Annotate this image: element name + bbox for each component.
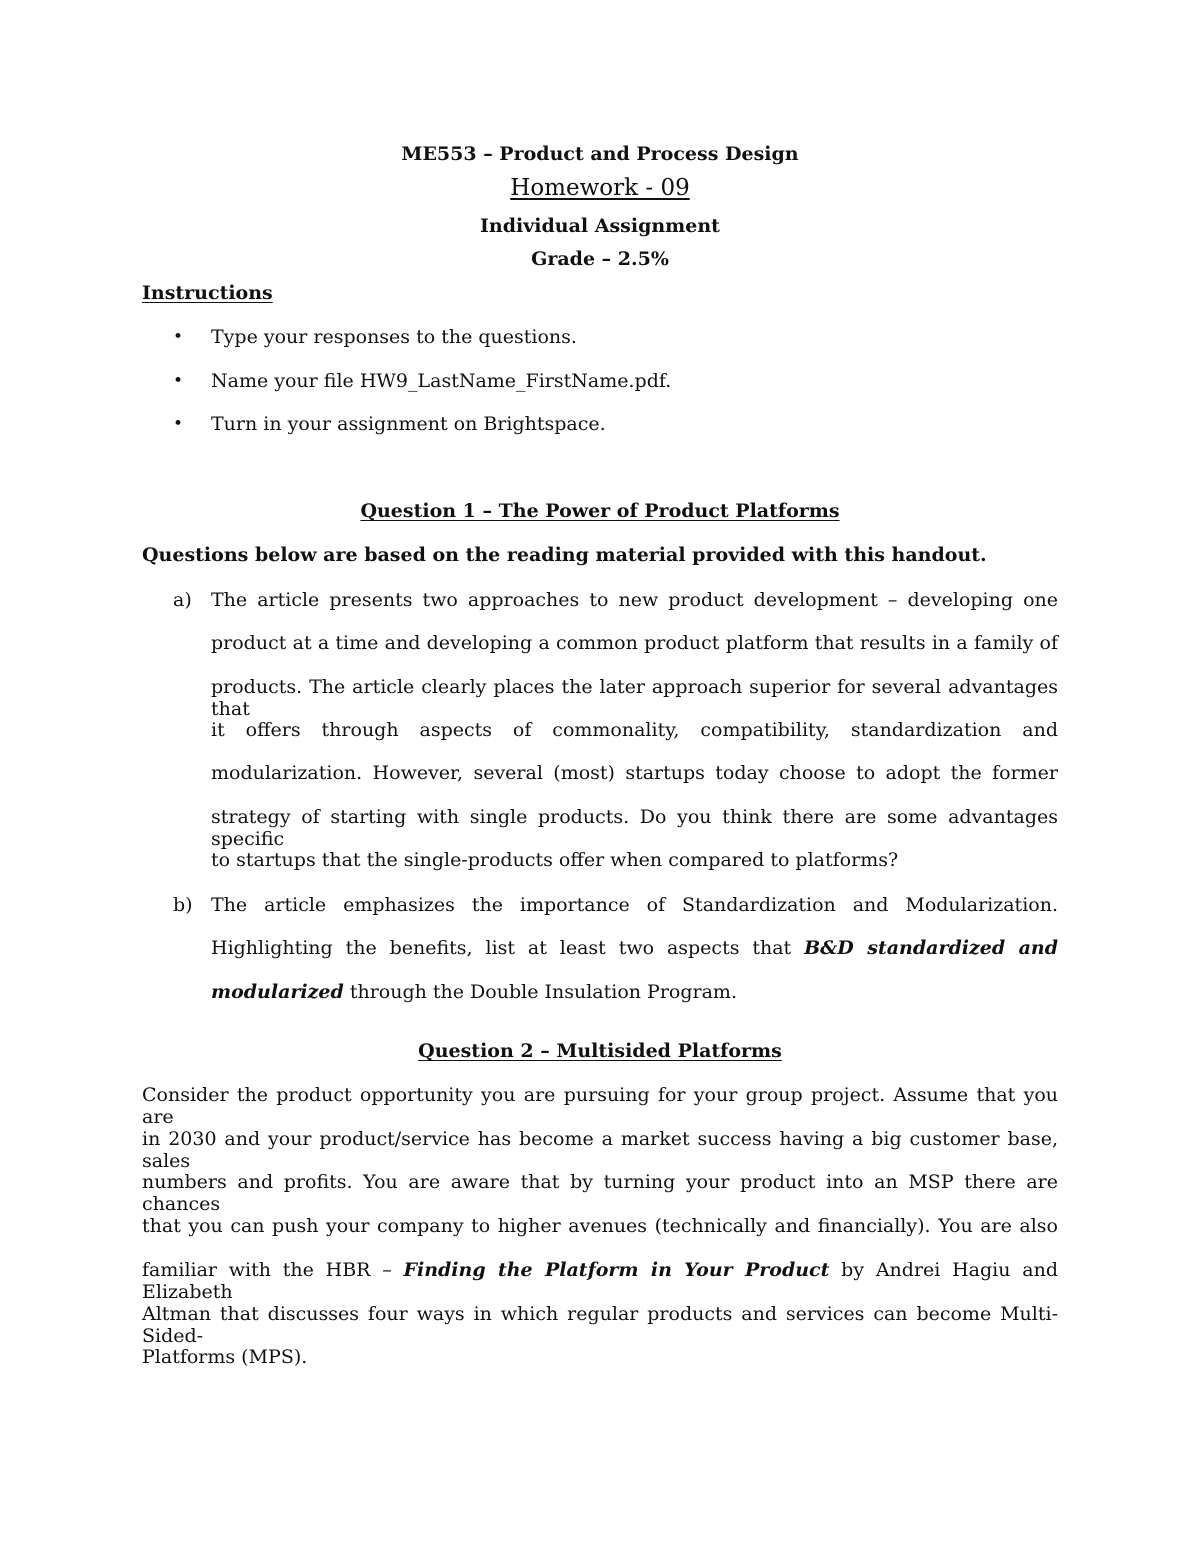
question2-line5-prefix: familiar with the HBR – — [142, 1259, 404, 1281]
part-b-line3-suffix: through the Double Insulation Program. — [343, 981, 737, 1003]
bullet-icon: • — [173, 327, 184, 347]
assignment-type: Individual Assignment — [480, 215, 720, 237]
instruction-item: Turn in your assignment on Brightspace. — [211, 413, 606, 435]
question2-line: Platforms (MPS). — [142, 1346, 308, 1368]
instruction-item: Name your file HW9_LastName_FirstName.pdf. — [211, 370, 672, 392]
instruction-item: Type your responses to the questions. — [211, 326, 577, 348]
part-b-line — [211, 981, 737, 1003]
question2-line5-suffix: by Andrei Hagiu and Elizabeth — [142, 1259, 1058, 1303]
part-a-line: product at a time and developing a common product platform that results in a family of — [211, 632, 1058, 654]
part-b-label: b) — [173, 894, 193, 916]
grade-weight: Grade – 2.5% — [531, 248, 669, 270]
question2-line: in 2030 and your product/service has become a market success having a big customer base, sales — [142, 1128, 1058, 1172]
part-a-line: modularization. However, several (most) startups today choose to adopt the former — [211, 762, 1058, 784]
part-b-emphasis: modularized — [211, 981, 344, 1003]
part-b-line: The article emphasizes the importance of Standardization and Modularization. — [211, 894, 1058, 916]
question2-line: Altman that discusses four ways in which regular products and services can become Multi-Sided- — [142, 1303, 1058, 1347]
question2-line: numbers and profits. You are aware that by turning your product into an MSP there are chances — [142, 1171, 1058, 1215]
part-b-line — [211, 937, 1058, 959]
bullet-icon: • — [173, 414, 184, 434]
question2-line: Consider the product opportunity you are pursuing for your group project. Assume that you are — [142, 1084, 1058, 1128]
question1-subheading: Questions below are based on the reading material provided with this handout. — [142, 544, 987, 566]
part-a-line: products. The article clearly places the later approach superior for several advantages that — [211, 676, 1058, 720]
question2-line — [142, 1259, 1058, 1303]
question2-line: that you can push your company to higher avenues (technically and financially). You are also — [142, 1215, 1058, 1237]
part-a-line: strategy of starting with single products. Do you think there are some advantages specific — [211, 806, 1058, 850]
question1-heading: Question 1 – The Power of Product Platforms — [360, 500, 840, 522]
part-b-line2-prefix: Highlighting the benefits, list at least two aspects that — [211, 937, 792, 959]
part-a-line: it offers through aspects of commonality, compatibility, standardization and — [211, 719, 1058, 741]
bullet-icon: • — [173, 371, 184, 391]
article-title: Finding the Platform in Your Product — [403, 1259, 830, 1281]
course-title: ME553 – Product and Process Design — [401, 143, 799, 165]
question2-heading: Question 2 – Multisided Platforms — [418, 1040, 782, 1062]
part-b-emphasis: B&D standardized and — [804, 937, 1059, 959]
instructions-heading: Instructions — [142, 282, 273, 304]
homework-title: Homework - 09 — [510, 175, 690, 201]
part-a-line: The article presents two approaches to new product development – developing one — [211, 589, 1058, 611]
part-a-label: a) — [173, 589, 192, 611]
part-a-line: to startups that the single-products offer when compared to platforms? — [211, 849, 899, 871]
